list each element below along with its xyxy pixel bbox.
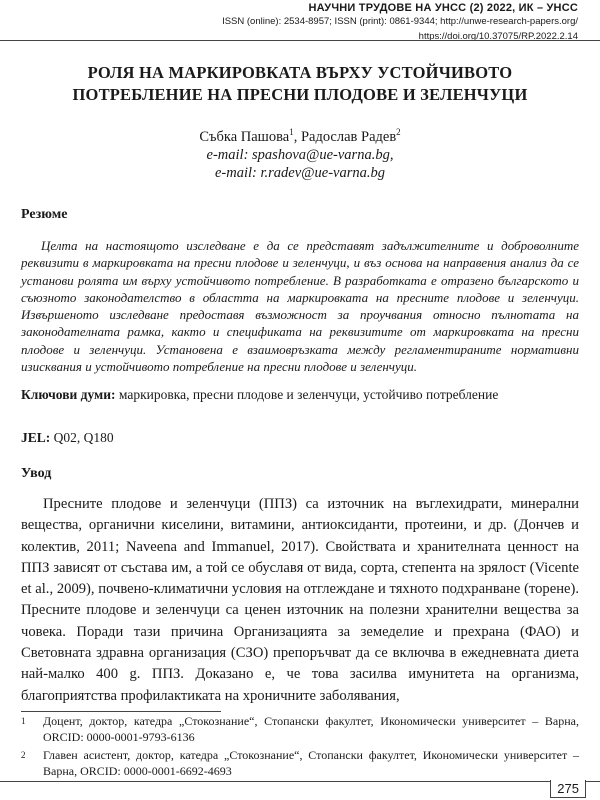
header-divider — [0, 40, 600, 41]
footnote-number: 2 — [21, 750, 26, 760]
footnote-number: 1 — [21, 716, 26, 726]
jel-text: Q02, Q180 — [50, 430, 114, 445]
author-2: Радослав Радев — [300, 129, 397, 145]
author-1: Събка Пашова — [199, 129, 290, 145]
issn-line: ISSN (online): 2534-8957; ISSN (print): 0861-9344; http://unwe-research-papers.org/ — [222, 16, 578, 27]
doi-link[interactable]: https://doi.org/10.37075/RP.2022.2.14 — [418, 31, 578, 42]
footnotes — [21, 714, 579, 779]
footnote-text: Доцент, доктор, катедра „Стокознание“, Стопански факултет, Икономически университет – Варна, ORCID: 0000-0001-9793-6136 — [43, 714, 579, 744]
author-1-footnote-ref: 1 — [289, 127, 294, 138]
keywords-text: маркировка, пресни плодове и зеленчуци, устойчиво потребление — [115, 387, 499, 402]
page-footer-divider — [0, 781, 600, 782]
page-number: 275 — [550, 780, 586, 798]
abstract-heading: Резюме — [21, 207, 68, 222]
abstract-text: Целта на настоящото изследване е да се представят задължителните и доброволните реквизити в маркировката на пресни плодове и зеленчуци, и въз основа на направения анализ да се установи ролята им върху устойчивото потребление. В разработката е отразено българското и съюзното законодателство в областта на маркировката на пресните плодове и зеленчуци. Извършеното изследване предоставя възможност за проучвания относно пълнотата на законодателната рамка, както и спецификата на реквизитите от маркировката на пресни плодове и зеленчуци. Установена е взаимовръзката между регламентираните нормативни изисквания и устойчивото потребление на пресни плодове и зеленчуци. — [21, 238, 579, 375]
journal-title: НАУЧНИ ТРУДОВЕ НА УНСС (2) 2022, ИК – УНСС — [308, 2, 578, 14]
footnote-text: Главен асистент, доктор, катедра „Стокознание“, Стопански факултет, Икономически университет – Варна, ORCID: 0000-0001-6692-4693 — [43, 748, 579, 778]
running-header — [222, 2, 578, 42]
intro-heading: Увод — [21, 466, 52, 481]
author-block — [40, 128, 560, 182]
article-title — [40, 62, 560, 106]
author-2-email[interactable]: e-mail: r.radev@ue-varna.bg — [215, 165, 385, 181]
title-line-2: ПОТРЕБЛЕНИЕ НА ПРЕСНИ ПЛОДОВЕ И ЗЕЛЕНЧУЦИ — [72, 85, 528, 104]
keywords-label: Ключови думи: — [21, 387, 116, 402]
author-names — [40, 128, 560, 146]
author-1-email[interactable]: e-mail: spashova@ue-varna.bg, — [206, 147, 394, 163]
footnote-divider — [21, 711, 221, 712]
keywords — [21, 385, 579, 404]
author-separator: , — [293, 129, 301, 145]
footnote — [21, 714, 579, 745]
intro-paragraph: Пресните плодове и зеленчуци (ППЗ) са източник на въглехидрати, минерални вещества, органични киселини, витамини, антиоксиданти, протеини, и др. (Дончев и колектив, 2011; Naveena and Immanuel, 2017). Свойствата и хранителната ценност на ППЗ зависят от състава им, а той се обуславя от вида, сорта, степента на зрялост (Vicente et al., 2009), почвено-климатични условия на отглеждане и тяхното подхранване (торене). Пресните плодове и зеленчуци са ценен източник на полезни хранителни вещества за човека. Поради тази причина Организацията за земеделие и прехрана (ФАО) и Световната здравна организация (СЗО) препоръчват да се включва в ежедневната диета най-малко 400 g. ППЗ. Доказано е, че това засилва имунитета на организма, благоприятства профилактиката на хроничните заболявания, — [21, 496, 579, 704]
title-line-1: РОЛЯ НА МАРКИРОВКАТА ВЪРХУ УСТОЙЧИВОТО — [87, 63, 513, 82]
jel-label: JEL: — [21, 430, 51, 445]
footnote — [21, 748, 579, 779]
jel-codes — [21, 430, 114, 446]
author-2-footnote-ref: 2 — [396, 127, 401, 138]
